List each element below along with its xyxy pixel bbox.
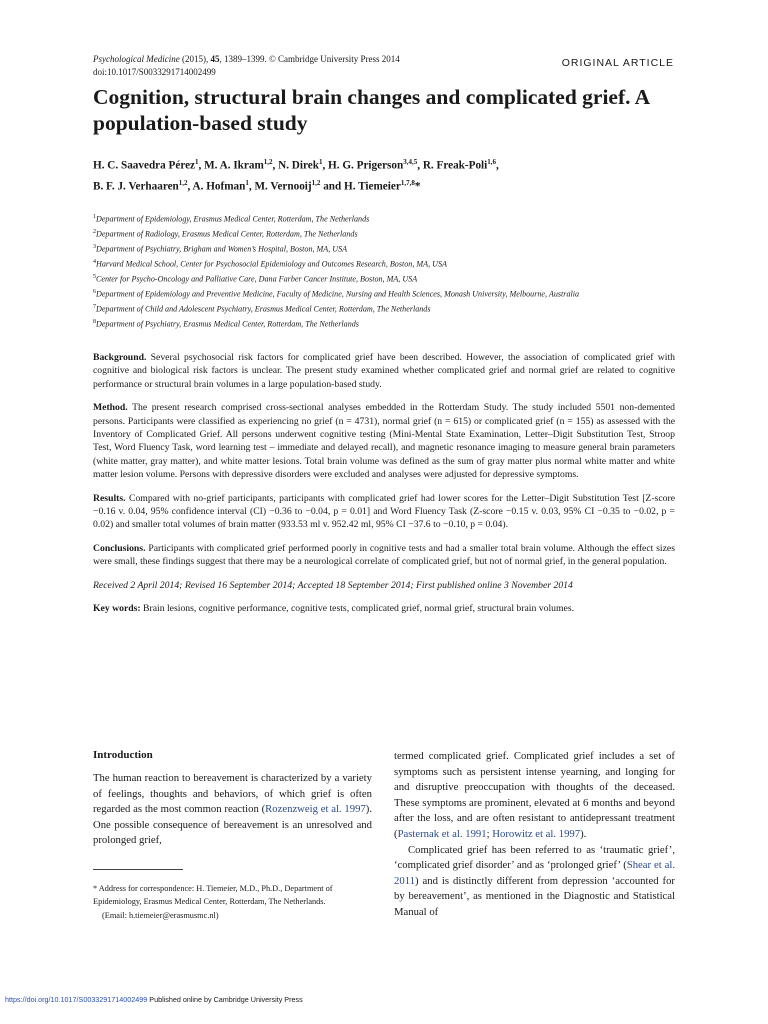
abstract-method [93,401,675,481]
author-affiliation-marker: 1,6 [487,158,496,166]
citation-link[interactable]: Pasternak et al. 1991 [397,827,487,840]
affiliation-text: Department of Epidemiology, Erasmus Medical Center, Rotterdam, The Netherlands [96,214,370,224]
author-affiliation-marker: 1,7,8 [400,178,415,187]
intro-paragraph-2 [394,749,675,843]
results-label: Results. [93,492,126,504]
method-text: The present research comprised cross-sectional analyses embedded in the Rotterdam Study. The study included 5501 non-demented persons. Participants were classified as experiencing no grief (n = 4731), normal grief (n = 615) or complicated grief (n = 155) as assessed with the Inventory of Complicated Grief. All persons underwent cognitive testing (Mini-Mental State Examination, Letter–Digit Substitution Test, Stroop Test, Word Fluency Task, word learning test – immediate and delayed recall), and magnetic resonance imaging to measure general brain parameters (white matter, gray matter), and white matter lesions. Total brain volume was defined as the sum of gray matter plus normal white matter and white matter lesion volume. Persons with depressive disorders were excluded and analyses were adjusted for depressive symptoms. [93,402,675,481]
affiliation-item [93,241,683,256]
journal-citation [93,53,513,78]
author-line-1 [93,154,683,175]
author-name: B. F. J. Verhaaren [93,180,179,193]
doi-link[interactable]: https://doi.org/10.1017/S0033291714002499 [5,995,148,1004]
background-label: Background. [93,352,147,363]
affiliation-item [93,271,683,286]
intro-text: termed complicated grief. Complicated grief includes a set of symptoms such as persistent intense yearning, and longing for and disruptive preoccupation with thoughts of the deceased. These symptoms are prominent, elevated at 6 months and beyond after the loss, and are often resistant to antidepressant treatment ( [394,750,675,840]
correspondence-footnote [93,882,375,922]
footnote-address: * Address for correspondence: H. Tiemeier, M.D., Ph.D., Department of Epidemiology, Erasmus Medical Center, Rotterdam, The Netherlands. [93,884,333,907]
author-affiliation-marker: 1,2 [178,178,188,187]
conclusions-text: Participants with complicated grief performed poorly in cognitive tests and had a smaller total brain volume. Although the effect sizes were small, these findings suggest that there may be a neurological correlate of complicated grief, but not of normal grief, in the general population. [93,542,675,568]
journal-year: (2015), [179,54,211,64]
affiliation-number: 8 [93,318,96,325]
citation-link[interactable]: Rozenzweig et al. 1997 [265,803,366,816]
author-name: A. Hofman [192,180,246,193]
publication-dates: Received 2 April 2014; Revised 16 September 2014; Accepted 18 September 2014; First published online 3 November 2014 [93,579,573,591]
affiliation-text: Department of Psychiatry, Erasmus Medical Center, Rotterdam, The Netherlands [96,319,359,329]
article-type: ORIGINAL ARTICLE [561,57,674,69]
author-affiliation-marker: 1 [318,158,323,166]
author-separator: , [417,159,423,172]
keywords [93,602,675,615]
affiliation-item [93,301,683,316]
article-doi: doi:10.1017/S0033291714002499 [93,66,216,77]
author-name: M. A. Ikram [204,159,264,172]
results-text: Compared with no-grief participants, participants with complicated grief had lower scores for the Letter–Digit Substitution Test [Z-score −0.16 v. 0.04, 95% confidence interval (CI) −0.36 to −0.04, p = 0.01] and Word Fluency Task (Z-score −0.15 v. 0.03, 95% CI −0.35 to −0.02, p = 0.02) and smaller total volumes of brain matter (933.53 ml v. 952.42 ml, 95% CI −37.6 to −0.10, p = 0.04). [93,492,675,531]
bottom-credit [5,995,303,1004]
intro-paragraph-1 [93,771,372,849]
intro-text: The human reaction to bereavement is characterized by a variety of feelings, thoughts and behaviors, of which grief is often regarded as the most common reaction ( [93,772,372,816]
background-text: Several psychosocial risk factors for complicated grief have been described. However, the association of complicated grief with cognitive and biological risk factors is unclear. The present study examined whether complicated grief and normal grief are related to cognitive performance or structural brain volumes in a large population-based study. [93,352,675,390]
affiliation-item [93,211,683,226]
intro-text: ) and is distinctly different from depression ‘accounted for by bereavement’, as mentioned in the Diagnostic and Statistical Manual of [394,874,675,918]
affiliation-item [93,256,683,271]
abstract-conclusions [93,542,675,569]
introduction-heading: Introduction [93,749,153,761]
author-line-2 [93,175,683,196]
author-affiliation-marker: 1,2 [263,158,273,166]
intro-column-2 [394,749,675,921]
intro-text: Complicated grief has been referred to as ‘traumatic grief’, ‘complicated grief disorder’ and as ‘prolonged grief’ ( [394,843,675,872]
affiliation-text: Harvard Medical School, Center for Psychosocial Epidemiology and Outcomes Research, Boston, MA, USA [96,259,447,269]
citation-link[interactable]: Horowitz et al. 1997 [492,827,581,840]
affiliation-list [93,211,683,331]
author-separator: and [320,180,345,193]
affiliation-number: 4 [93,258,96,265]
affiliation-number: 7 [93,303,96,310]
author-affiliation-marker: 3,4,5 [403,158,418,166]
journal-volume: 45 [210,54,220,64]
author-affiliation-marker: 1,2 [311,178,321,187]
author-separator: * [414,180,421,193]
abstract [93,351,675,626]
intro-column-1 [93,771,372,849]
citation-separator: ; [486,827,493,840]
author-affiliation-marker: 1 [195,158,199,166]
author-separator: , [248,180,255,193]
author-name: H. Tiemeier [344,180,401,193]
author-separator: , [198,159,205,172]
affiliation-text: Department of Epidemiology and Preventive Medicine, Faculty of Medicine, Nursing and Health Sciences, Monash University, Melbourne, Australia [96,289,580,299]
author-name: H. C. Saavedra Pérez [93,159,196,172]
method-label: Method. [93,402,128,414]
keywords-label: Key words: [93,603,141,615]
affiliation-number: 5 [93,273,96,280]
author-name: R. Freak-Poli [422,159,488,172]
footnote-divider [93,869,183,870]
affiliation-item [93,226,683,241]
author-list [93,154,683,195]
author-separator: , [187,180,193,193]
published-note: Published online by Cambridge University Press [147,995,303,1004]
author-name: M. Vernooij [254,180,312,193]
intro-text: ). One possible consequence of bereavement is an unresolved and prolonged grief, [93,803,372,847]
affiliation-item [93,286,683,301]
author-name: H. G. Prigerson [328,159,404,172]
abstract-results [93,492,675,532]
journal-name: Psychological Medicine [93,54,180,64]
abstract-background [93,351,675,391]
intro-paragraph-3 [394,843,675,921]
affiliation-number: 3 [93,243,96,250]
author-separator: , [322,159,329,172]
affiliation-text: Department of Radiology, Erasmus Medical Center, Rotterdam, The Netherlands [96,229,358,239]
article-title: Cognition, structural brain changes and complicated grief. A population-based study [93,85,650,135]
affiliation-text: Department of Psychiatry, Brigham and Women’s Hospital, Boston, MA, USA [96,244,348,254]
author-separator: , [272,159,279,172]
keywords-text: Brain lesions, cognitive performance, cognitive tests, complicated grief, normal grief, structural brain volumes. [140,603,575,615]
conclusions-label: Conclusions. [93,542,146,554]
affiliation-item [93,316,683,331]
affiliation-number: 1 [93,214,96,220]
affiliation-text: Department of Child and Adolescent Psychiatry, Erasmus Medical Center, Rotterdam, The Netherlands [96,304,431,314]
footnote-email: (Email: h.tiemeier@erasmusmc.nl) [102,910,219,920]
author-affiliation-marker: 1 [245,178,249,187]
affiliation-text: Center for Psycho-Oncology and Palliative Care, Dana Farber Cancer Institute, Boston, MA, USA [96,274,418,284]
citation-link[interactable]: Shear et al. 2011 [394,859,675,887]
author-separator: , [496,159,499,172]
affiliation-number: 6 [93,288,96,295]
affiliation-number: 2 [93,228,96,235]
intro-text: ). [580,827,587,840]
journal-pages: , 1389–1399. © Cambridge University Press 2014 [219,54,400,64]
author-name: N. Direk [278,159,319,172]
